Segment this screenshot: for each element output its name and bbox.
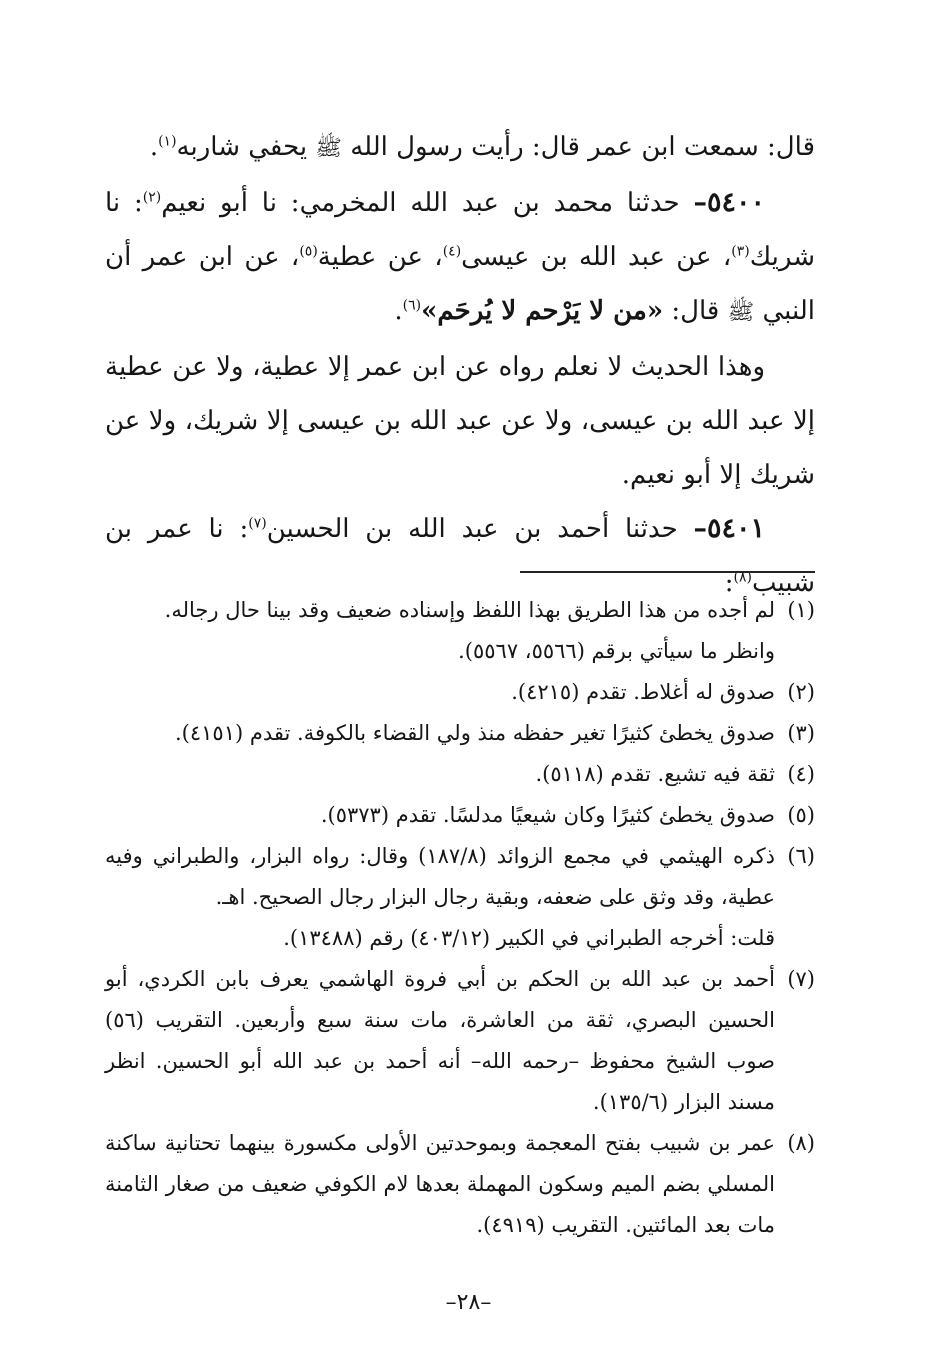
- footnote-ref[interactable]: (١): [158, 133, 177, 150]
- hadith-5400: [105, 176, 815, 340]
- punctuation: .: [394, 296, 403, 326]
- footnote-line: ذكره الهيثمي في مجمع الزوائد (١٨٧/٨) وقال: رواه البزار، والطبراني وفيه عطية، وقد وثق على ضعفه، وبقية رجال البزار رجال الصحيح. اهـ.: [105, 844, 775, 909]
- footnote-line: عمر بن شبيب بفتح المعجمة وبموحدتين الأولى مكسورة بينهما تحتانية ساكنة المسلي بضم الميم وسكون المهملة بعدها لام الكوفي ضعيف من صغار الثامنة مات بعد المائتين. التقريب (٤٩١٩).: [105, 1131, 775, 1237]
- footnote-item: [105, 959, 815, 1123]
- footnote-number: (٣): [787, 721, 815, 745]
- footnote-body: [105, 836, 775, 959]
- text-segment: ، عن عبد الله بن عيسى: [461, 242, 732, 272]
- text-segment: : نا عمر بن شبيب: [105, 514, 815, 598]
- footnote-ref[interactable]: (٥): [299, 243, 318, 260]
- footnote-number: (٧): [787, 967, 815, 991]
- footnote-body: [105, 754, 775, 795]
- footnote-item: [105, 836, 815, 959]
- footnote-ref[interactable]: (٦): [402, 297, 422, 314]
- hadith-quote: «من لا يَرْحم لا يُرحَم»: [421, 296, 664, 326]
- footnote-item: [105, 754, 815, 795]
- footnote-line: لم أجده من هذا الطريق بهذا اللفظ وإسناده ضعيف وقد بينا حال رجاله.: [164, 598, 775, 622]
- footnote-item: [105, 590, 815, 672]
- footnote-item: [105, 1123, 815, 1246]
- footnote-number: (٢): [787, 680, 815, 704]
- footnote-line: قلت: أخرجه الطبراني في الكبير (٤٠٣/١٢) رقم (١٣٤٨٨).: [283, 926, 775, 950]
- footnote-ref[interactable]: (٢): [142, 189, 162, 206]
- footnote-line: صدوق يخطئ كثيرًا وكان شيعيًا مدلسًا. تقدم (٥٣٧٣).: [320, 803, 775, 827]
- text-segment: ، عن ابن عمر أن النبي: [105, 242, 815, 326]
- footnote-separator: [520, 571, 815, 573]
- footnote-line: ثقة فيه تشيع. تقدم (٥١١٨).: [535, 762, 775, 786]
- footnote-item: [105, 795, 815, 836]
- footnote-number: (١): [787, 598, 815, 622]
- footnote-line: أحمد بن عبد الله بن الحكم بن أبي فروة الهاشمي يعرف بابن الكردي، أبو الحسين البصري، ثقة من العاشرة، مات سنة سبع وأربعين. التقريب (٥٦) صوب الشيخ محفوظ –رحمه الله– أنه أحمد بن عبد الله أبو الحسين. انظر مسند البزار (١٣٥/٦).: [105, 967, 775, 1114]
- footnote-body: [105, 795, 775, 836]
- footnote-ref[interactable]: (٧): [248, 515, 267, 532]
- footnote-body: [105, 590, 775, 672]
- punctuation: :: [724, 568, 734, 598]
- text-segment: حدثنا أحمد بن عبد الله بن الحسين: [266, 514, 678, 544]
- text-segment: : نا شريك: [105, 188, 815, 272]
- salutation-glyph: ﷺ: [315, 136, 342, 161]
- footnote-ref[interactable]: (٨): [733, 569, 752, 586]
- footnote-number: (٨): [787, 1131, 815, 1155]
- commentary-paragraph: وهذا الحديث لا نعلم رواه عن ابن عمر إلا عطية، ولا عن عطية إلا عبد الله بن عيسى، ولا عن عبد الله بن عيسى إلا شريك، ولا عن شريك إلا أبو نعيم.: [105, 352, 815, 490]
- main-text: [105, 120, 815, 610]
- footnote-line: صدوق له أغلاط. تقدم (٤٢١٥).: [511, 680, 775, 704]
- footnote-body: [105, 959, 775, 1123]
- page-number: –٢٨–: [445, 1290, 492, 1315]
- footnote-number: (٦): [787, 844, 815, 868]
- footnote-item: [105, 713, 815, 754]
- text-segment: يحفي شاربه: [176, 132, 308, 162]
- salutation-glyph: ﷺ: [727, 300, 755, 325]
- text-segment: قال: سمعت ابن عمر قال: رأيت رسول الله: [350, 132, 815, 162]
- footnote-item: [105, 672, 815, 713]
- footnote-body: [105, 1123, 775, 1246]
- text-segment: حدثنا محمد بن عبد الله المخرمي: نا أبو نعيم: [161, 188, 680, 218]
- footnote-line: صدوق يخطئ كثيرًا تغير حفظه منذ ولي القضاء بالكوفة. تقدم (٤١٥١).: [175, 721, 775, 745]
- footnote-body: [105, 713, 775, 754]
- hadith-number: ٥٤٠٠–: [693, 187, 766, 218]
- footnote-number: (٤): [787, 762, 815, 786]
- paragraph-continuation: [105, 120, 815, 176]
- punctuation: .: [149, 132, 159, 162]
- footnote-body: [105, 672, 775, 713]
- footnote-line: وانظر ما سيأتي برقم (٥٥٦٦، ٥٥٦٧).: [458, 639, 775, 663]
- text-segment: ، عن عطية: [317, 242, 443, 272]
- hadith-number: ٥٤٠١–: [693, 513, 765, 544]
- footnotes: [105, 590, 815, 1246]
- text-segment: قال:: [671, 296, 720, 326]
- footnote-number: (٥): [787, 803, 815, 827]
- footnote-ref[interactable]: (٤): [442, 243, 462, 260]
- footnote-ref[interactable]: (٣): [731, 243, 750, 260]
